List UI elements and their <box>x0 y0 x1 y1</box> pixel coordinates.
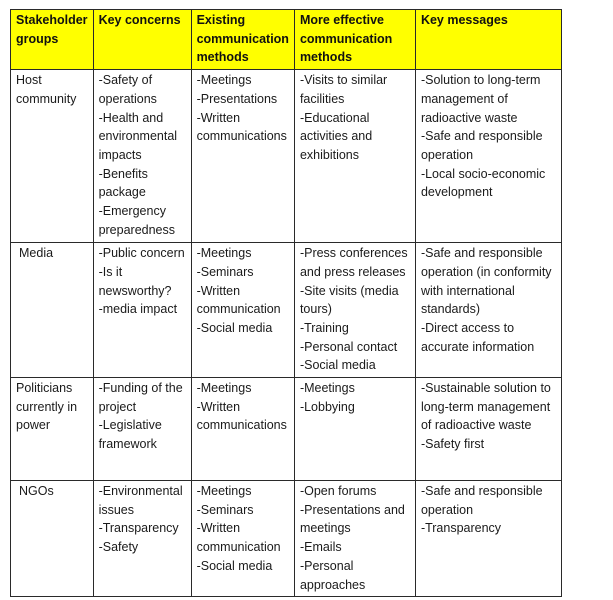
cell-line-item: -Safe and responsible operation (in conformity with international standards) <box>420 246 552 317</box>
stakeholder-group-cell <box>11 378 94 481</box>
cell-line-item: -Is it newsworthy? <box>98 264 172 298</box>
cell-line-item: -Social media <box>299 358 376 373</box>
cell-line-item: -Safety of operations <box>98 73 157 106</box>
key-messages-cell <box>415 70 561 243</box>
cell-line-item: -media impact <box>98 302 178 317</box>
existing-methods-cell <box>191 378 294 481</box>
stakeholder-group: NGOs <box>19 484 54 499</box>
cell-line-item: -Social media <box>196 558 273 573</box>
cell-line-item: -Meetings <box>196 484 252 499</box>
cell-line-item: -Lobbying <box>299 399 355 414</box>
cell-line-item: -Meetings <box>196 246 252 261</box>
stakeholder-communication-table <box>10 9 562 597</box>
cell-line-item: -Safety <box>98 540 139 555</box>
stakeholder-group: Host community <box>16 73 77 106</box>
cell-line-item: -Transparency <box>98 521 179 536</box>
key-concerns-cell <box>93 481 191 597</box>
cell-line-item: -Seminars <box>196 264 254 279</box>
cell-line-item: -Written communications <box>196 399 287 433</box>
key-messages-cell <box>415 243 561 378</box>
cell-line-item: -Written communication <box>196 521 281 555</box>
cell-line-item: -Benefits package <box>98 166 148 200</box>
effective-methods-cell <box>294 243 415 378</box>
cell-line-item: -Safe and responsible operation <box>420 129 543 162</box>
cell-line-item: -Meetings <box>299 381 355 396</box>
cell-line-item: -Personal approaches <box>299 558 366 592</box>
cell-line-item: -Direct access to accurate information <box>420 320 535 354</box>
existing-methods-cell <box>191 243 294 378</box>
header-existing-methods: Existing communication methods <box>191 10 294 70</box>
cell-line-item: -Personal contact <box>299 339 398 354</box>
key-concerns-cell <box>93 378 191 481</box>
cell-line-item: -Written communications <box>196 110 287 144</box>
cell-line-item: -Seminars <box>196 502 254 517</box>
header-row <box>11 10 562 70</box>
cell-line-item: -Visits to similar facilities <box>299 73 388 106</box>
cell-line-item: -Meetings <box>196 381 252 396</box>
cell-line-item: -Solution to long-term management of radioactive waste <box>420 73 541 125</box>
table-row <box>11 243 562 378</box>
stakeholder-group: Media <box>19 246 54 261</box>
table-row <box>11 70 562 243</box>
cell-line-item: -Social media <box>196 320 273 335</box>
stakeholder-group-cell <box>11 481 94 597</box>
cell-line-item: -Emails <box>299 540 342 555</box>
stakeholder-group-cell <box>11 70 94 243</box>
effective-methods-cell <box>294 70 415 243</box>
cell-line-item: -Transparency <box>420 521 502 536</box>
cell-line-item: -Legislative framework <box>98 418 162 452</box>
cell-line-item: -Written communication <box>196 283 281 317</box>
cell-line-item: -Environmental issues <box>98 484 183 517</box>
existing-methods-cell <box>191 70 294 243</box>
cell-line-item: -Local socio-economic development <box>420 166 546 200</box>
cell-line-item: -Presentations <box>196 91 278 106</box>
key-messages-cell <box>415 481 561 597</box>
effective-methods-cell <box>294 378 415 481</box>
cell-line-item: -Safe and responsible operation <box>420 484 543 517</box>
cell-line-item: -Funding of the project <box>98 381 183 414</box>
cell-line-item: -Sustainable solution to long-term management of radioactive waste <box>420 381 551 433</box>
cell-line-item: -Public concern <box>98 246 185 261</box>
header-effective-methods: More effective communication methods <box>294 10 415 70</box>
cell-line-item: -Open forums <box>299 484 377 499</box>
table-row <box>11 481 562 597</box>
key-messages-cell <box>415 378 561 481</box>
cell-line-item: -Training <box>299 320 349 335</box>
cell-line-item: -Emergency preparedness <box>98 204 176 237</box>
cell-line-item: -Health and environmental impacts <box>98 110 178 162</box>
cell-line-item: -Safety first <box>420 437 485 452</box>
cell-line-item: -Meetings <box>196 73 252 88</box>
effective-methods-cell <box>294 481 415 597</box>
key-concerns-cell <box>93 70 191 243</box>
header-key-concerns: Key concerns <box>93 10 191 70</box>
cell-line-item: -Press conferences and press releases <box>299 246 408 279</box>
header-stakeholder-groups: Stakeholder groups <box>11 10 94 70</box>
table-row <box>11 378 562 481</box>
stakeholder-group: Politicians currently in power <box>16 381 78 433</box>
cell-line-item: -Presentations and meetings <box>299 502 405 536</box>
header-key-messages: Key messages <box>415 10 561 70</box>
existing-methods-cell <box>191 481 294 597</box>
cell-line-item: -Site visits (media tours) <box>299 283 399 317</box>
key-concerns-cell <box>93 243 191 378</box>
cell-line-item: -Educational activities and exhibitions <box>299 110 373 162</box>
stakeholder-group-cell <box>11 243 94 378</box>
